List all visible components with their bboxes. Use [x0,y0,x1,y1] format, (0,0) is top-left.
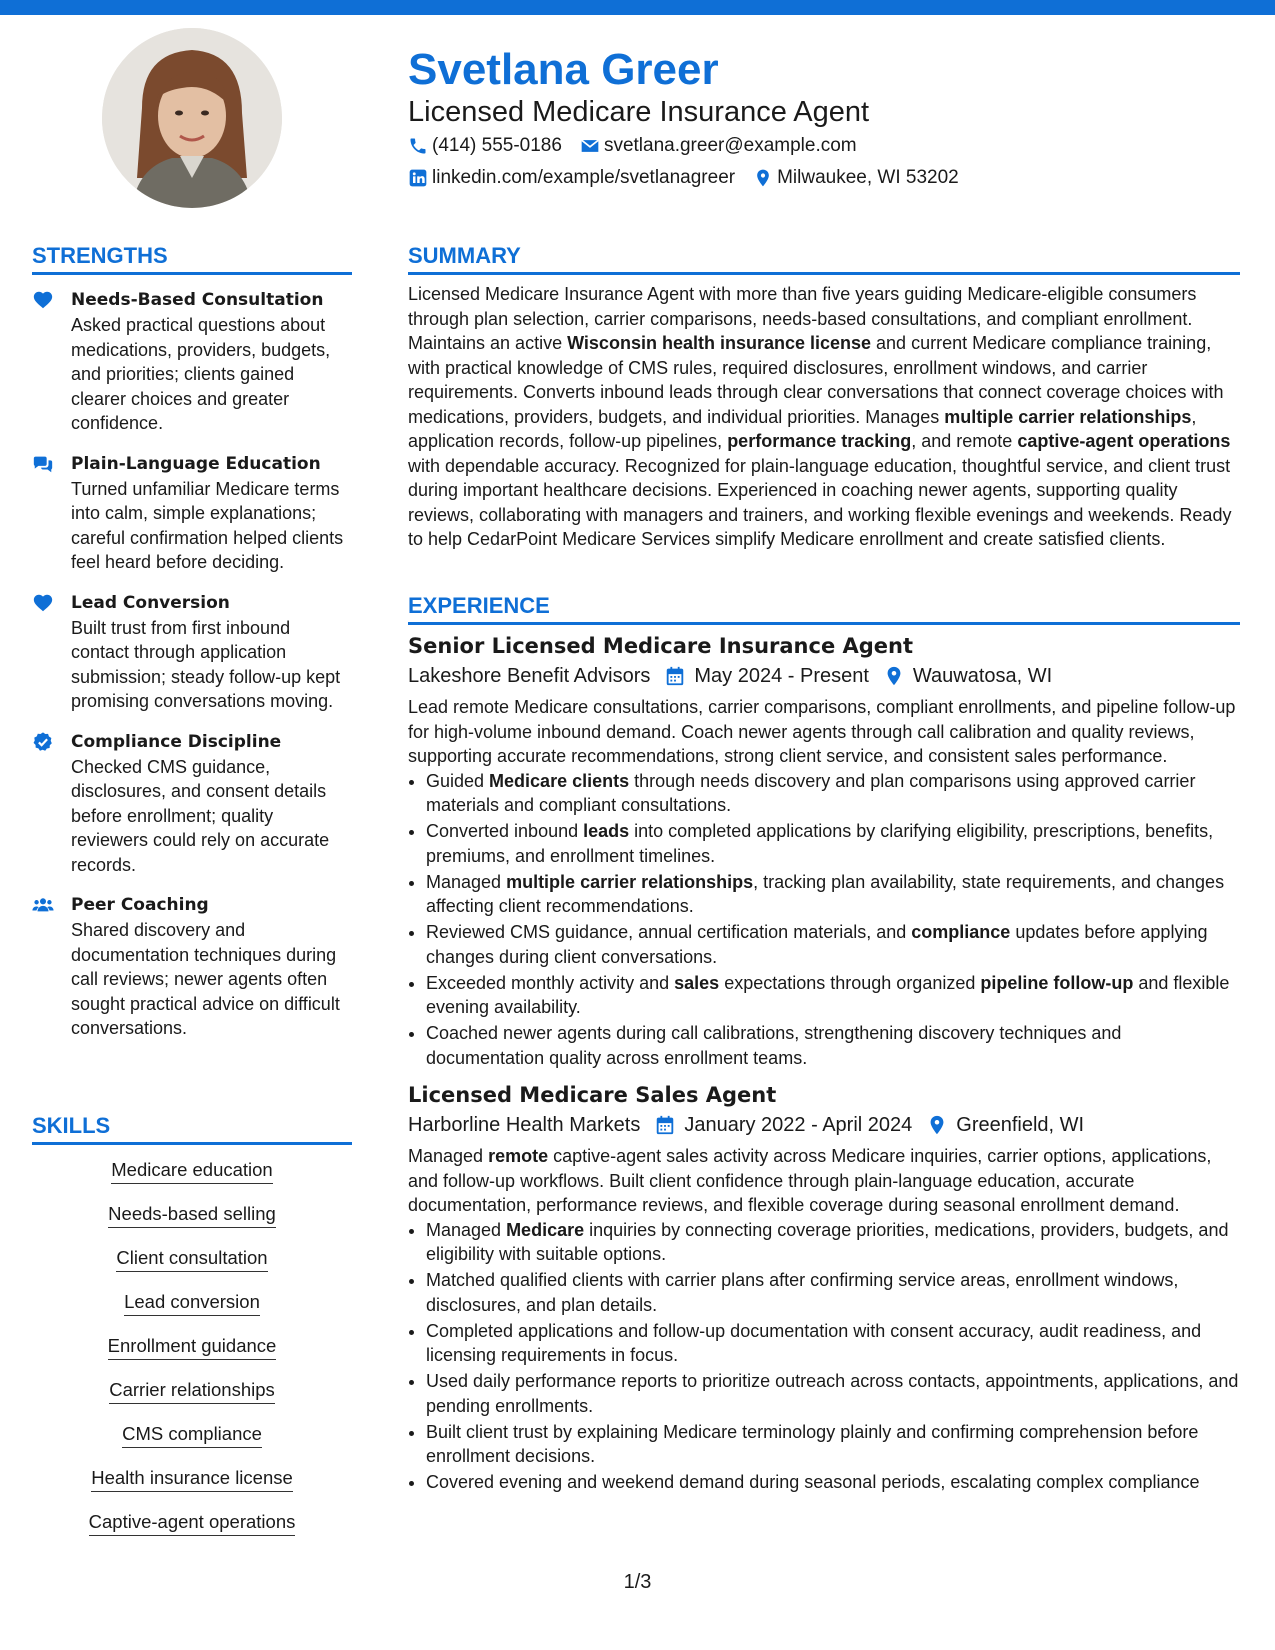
summary-text [408,282,1240,552]
text-run: Coached newer agents during call calibrations, strengthening discovery techniques and documentation quality across enrollment teams. [426,1023,1122,1068]
experience-heading: EXPERIENCE [408,593,550,618]
phone-icon [408,136,428,156]
bullet-item [426,920,1240,969]
text-run: Completed applications and follow-up documentation with consent accuracy, audit readiness, and licensing requirements in focus. [426,1320,1202,1365]
text-run: , tracking plan availability, state requirements, and changes affecting client recommendations. [426,871,1225,916]
text-run: and current Medicare compliance training, with practical knowledge of CMS rules, required disclosures, enrollment windows, and carrier requirements. Converts inbound leads through clear conversations that connect coverage choices with medications, providers, budgets, and individual priorities. Manages [408,333,1224,427]
strength-title: Compliance Discipline [71,731,282,752]
bullet-item [426,1021,1240,1070]
strength-description: Asked practical questions about medications, providers, budgets, and priorities; clients gained clearer choices and greater confidence. [71,315,331,433]
experience-section [408,631,1240,1496]
bullet-item [426,1218,1240,1267]
strengths-heading: STRENGTHS [32,243,168,268]
map-pin-icon [883,665,905,687]
bold-text-run: remote [488,1146,549,1166]
strength-title: Plain-Language Education [71,453,321,474]
bullet-item [426,769,1240,818]
email-icon [580,136,600,156]
bold-text-run: pipeline follow-up [980,972,1134,993]
summary-heading: SUMMARY [408,243,521,268]
skill-item: Medicare education [111,1158,272,1184]
job-meta [408,661,1240,691]
skill-item: Lead conversion [124,1290,260,1316]
contact-row-1 [408,133,875,159]
skills-list [32,1158,352,1554]
job-dates: May 2024 - Present [694,665,869,687]
text-run: Exceeded monthly activity and [426,972,675,993]
text-run: and flexible evening availability. [426,972,1230,1017]
map-pin-icon [926,1114,948,1136]
bullet-item [426,870,1240,919]
bullet-item [426,1369,1240,1418]
skills-divider [32,1142,352,1145]
heart-icon [32,592,54,614]
bullet-item [426,1319,1240,1368]
text-run: updates before applying changes during client conversations. [426,922,1208,967]
users-icon [32,894,54,916]
skill-item: Captive-agent operations [89,1510,296,1536]
job-intro [408,695,1240,769]
skill-item: CMS compliance [122,1422,262,1448]
strengths-list [32,287,352,1056]
candidate-name: Svetlana Greer [408,45,719,94]
email-contact[interactable] [580,133,857,159]
job-location: Greenfield, WI [956,1114,1085,1136]
strength-description: Turned unfamiliar Medicare terms into calm, simple explanations; careful confirmation helped clients feel heard before deciding. [71,478,344,572]
text-run: into completed applications by clarifying eligibility, prescriptions, benefits, premiums, and enrollment timelines. [426,821,1214,866]
bold-text-run: compliance [911,922,1011,942]
skill-item: Enrollment guidance [108,1334,277,1360]
experience-divider [408,622,1240,625]
linkedin-url: linkedin.com/example/svetlanagreer [432,167,736,188]
bold-text-run: performance tracking [727,431,912,451]
text-run: Converted inbound [426,821,584,841]
profile-photo [102,28,282,208]
job-location: Wauwatosa, WI [912,665,1053,687]
text-run: through needs discovery and plan comparisons using approved carrier materials and compliant consultations. [426,770,1196,815]
strength-title: Needs-Based Consultation [71,290,324,310]
bold-text-run: Wisconsin health insurance license [567,333,872,353]
bullet-item [426,971,1240,1020]
phone-contact[interactable] [408,133,562,159]
strength-item [32,287,352,436]
job-title: Senior Licensed Medicare Insurance Agent [408,634,914,658]
text-run: Licensed Medicare Insurance Agent with more than five years guiding Medicare-eligible consumers through plan selection, carrier comparisons, needs-based consultations, and compliant enrollment. Maintains an active [408,284,1197,353]
text-run: Guided [426,770,490,791]
bullet-item [426,819,1240,868]
job-meta [408,1110,1240,1140]
candidate-title: Licensed Medicare Insurance Agent [408,96,870,128]
calendar-icon [664,665,686,687]
skill-item: Client consultation [116,1246,267,1272]
top-accent-bar [0,0,1275,15]
phone-number: (414) 555-0186 [432,135,562,156]
text-run: inquiries by connecting coverage priorities, medications, providers, budgets, and eligibility with suitable options. [426,1219,1229,1264]
skill-item: Needs-based selling [108,1202,276,1228]
bullet-item [426,1470,1240,1495]
job-intro [408,1144,1240,1218]
linkedin-icon [408,168,428,188]
text-run: Lead remote Medicare consultations, carrier comparisons, compliant enrollments, and pipeline follow-up for high-volume inbound demand. Coach newer agents through call calibration and quality reviews, supporting accurate recommendations, strong client service, and consistent sales performance. [408,697,1236,766]
text-run: captive-agent sales activity across Medicare inquiries, carrier options, applications, and follow-up workflows. Built client confidence through plain-language education, accurate documentation, performance reviews, and flexible coverage during seasonal enrollment demand. [408,1146,1212,1215]
bold-text-run: captive-agent operations [1017,431,1231,451]
job-bullets [408,1218,1240,1495]
strength-description: Shared discovery and documentation techniques during call reviews; newer agents often sought practical advice on difficult conversations. [71,920,340,1038]
skill-item: Health insurance license [91,1466,293,1492]
strength-title: Peer Coaching [71,895,209,915]
text-run: Managed [426,871,507,892]
text-run: with dependable accuracy. Recognized for plain-language education, thoughtful service, and client trust during important healthcare decisions. Experienced in coaching newer agents, supporting quality reviews, collaborating with managers and trainers, and working flexible evenings and weekends. Ready to help CedarPoint Medicare Services simplify Medicare enrollment and create satisfied clients. [408,455,1232,549]
chat-bubbles-icon [32,453,54,475]
summary-divider [408,272,1240,275]
contact-row-2 [408,165,977,191]
bold-text-run: Medicare [506,1219,585,1240]
strength-item [32,590,352,714]
strength-description: Built trust from first inbound contact through application submission; steady follow-up kept promising conversations moving. [71,617,341,711]
job-dates: January 2022 - April 2024 [684,1114,913,1136]
job-entry [408,1080,1240,1495]
text-run: expectations through organized [719,972,981,993]
job-title: Licensed Medicare Sales Agent [408,1083,777,1107]
text-run: Covered evening and weekend demand during seasonal periods, escalating complex compliance [426,1472,1200,1492]
strength-item [32,892,352,1041]
location-text: Milwaukee, WI 53202 [777,167,959,188]
job-entry [408,631,1240,1070]
strength-description: Checked CMS guidance, disclosures, and consent details before enrollment; quality reviewers could rely on accurate records. [71,756,330,875]
map-pin-icon [753,168,773,188]
bold-text-run: multiple carrier relationships [944,406,1192,427]
job-company: Lakeshore Benefit Advisors [408,665,651,687]
skills-heading: SKILLS [32,1113,111,1138]
text-run: Matched qualified clients with carrier plans after confirming service areas, enrollment windows, disclosures, and plan details. [426,1270,1179,1315]
text-run: Reviewed CMS guidance, annual certification materials, and [426,922,912,942]
bold-text-run: leads [583,821,630,841]
bullet-item [426,1268,1240,1317]
skill-item: Carrier relationships [109,1378,275,1404]
heart-icon [32,289,54,311]
bold-text-run: sales [674,972,720,993]
bullet-item [426,1420,1240,1469]
bold-text-run: Medicare clients [489,770,630,791]
page-number: 1/3 [623,1571,652,1593]
text-run: Managed [408,1146,489,1166]
linkedin-contact[interactable] [408,165,735,191]
check-circle-icon [32,731,54,753]
text-run: Used daily performance reports to prioritize outreach across contacts, appointments, applications, and pending enrollments. [426,1371,1239,1416]
location-contact [753,165,959,191]
strength-title: Lead Conversion [71,592,230,613]
text-run: , and remote [911,431,1018,451]
calendar-icon [654,1114,676,1136]
strengths-divider [32,272,352,275]
text-run: Built client trust by explaining Medicare terminology plainly and confirming comprehension before enrollment decisions. [426,1421,1199,1466]
strength-item [32,451,352,575]
email-address: svetlana.greer@example.com [603,135,857,156]
text-run: , application records, follow-up pipelines, [408,406,1197,451]
job-bullets [408,769,1240,1071]
text-run: Managed [426,1219,507,1240]
summary-section [408,282,1240,552]
bold-text-run: multiple carrier relationships [506,871,754,892]
job-company: Harborline Health Markets [408,1114,641,1136]
strength-item [32,729,352,878]
